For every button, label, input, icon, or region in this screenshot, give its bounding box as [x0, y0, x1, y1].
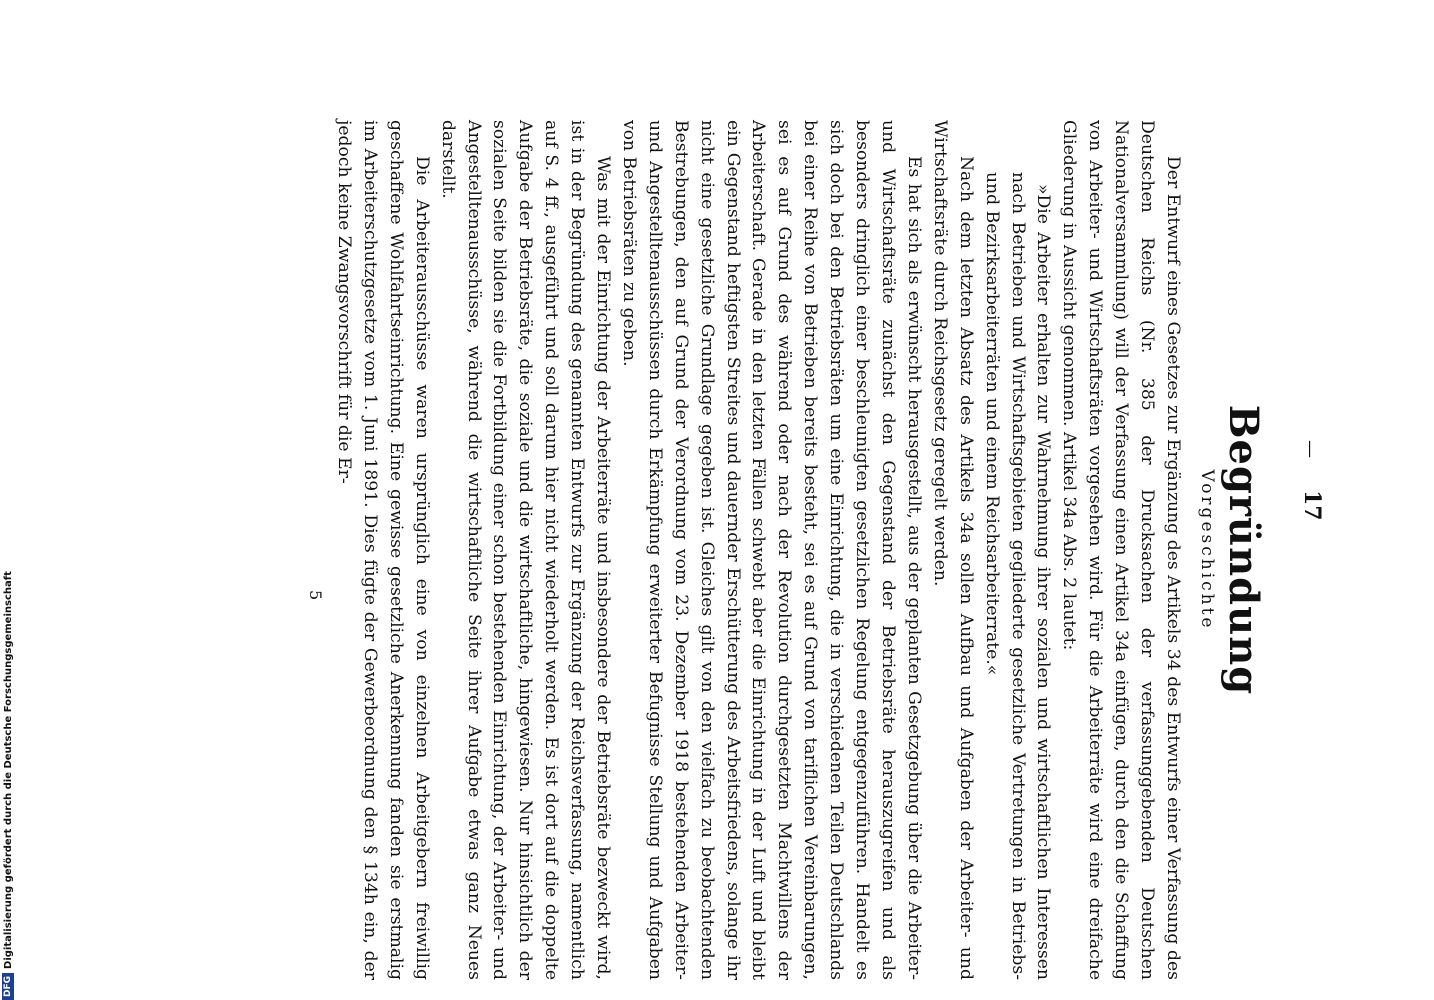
paragraph: Nach dem letzten Absatz des Artikels 34a sollen Aufbau und Aufgaben der Arbeiter- und Wirtschaftsräte durch Reichsgesetz geregelt werden. — [929, 120, 976, 980]
dfg-margin-note — [0, 571, 16, 1000]
dfg-credit-text: Digitalisierung gefördert durch die Deutsche Forschungsgemeinschaft — [2, 571, 14, 969]
header-dash: — — [1300, 440, 1321, 458]
signature-mark: 5 — [306, 590, 325, 601]
paragraph: Es hat sich als erwünscht herausgestellt, aus der geplanten Gesetzgebung über die Arbeiter- und Wirtschaftsräte zunächst den Gegenstand der Betriebsräte herauszugreifen und als besonders dringlich einer beschleunigten gesetzlichen Regelung entgegenzuführen. Handelt es sich doch bei den Betriebsräten um eine Einrichtung, die in verschiedenen Teilen Deutschlands bei einer Reihe von Betrieben bereits besteht, sei es auf Grund von tariflichen Vereinbarungen, sei es auf Grund des während oder nach der Revolution durchgesetzten Machtwillens der Arbeiterschaft. Gerade in den letzten Fällen schwebt aber die Einrichtung in der Luft und bleibt ein Gegenstand heftigsten Streites und dauernder Erschütterung des Arbeitsfriedens, solange ihr nicht eine gesetzliche Grundlage gegeben ist. Gleiches gilt von den vielfach zu beobachtenden Bestrebungen, den auf Grund der Verordnung vom 23. Dezember 1918 bestehenden Arbeiter- und Angestelltenausschüssen durch Erkämpfung erweiterter Befugnisse Stellung und Aufgaben von Betriebsräten zu geben. — [618, 120, 924, 980]
section-subtitle: Vorgeschichte — [1197, 469, 1217, 631]
paragraph: Was mit der Einrichtung der Arbeiterräte und insbesondere der Betriebsräte bezweckt wird, ist in der Begründung des genannten Entwurfs zur Ergänzung der Reichsverfassung, namentlich auf S. 4 ff., ausgeführt und soll darum hier nicht wiederholt werden. Es ist dort auf die doppelte Aufgabe der Betriebsräte, die soziale und die wirtschaftliche, hingewiesen. Nur hinsichtlich der sozialen Seite bilden sie die Fortbildung einer schon bestehenden Einrichtung, der Arbeiter- und Angestelltenausschüsse, während die wirtschaftliche Seite ihrer Aufgabe etwas ganz Neues darstellt. — [437, 120, 614, 980]
paragraph: Die Arbeiterausschüsse waren ursprünglich eine von einzelnen Arbeitgebern freiwillig geschaffene Wohlfahrtseinrichtung. Eine gewisse gesetzliche Anerkennung fanden sie erstmalig im Arbeiterschutzgesetze vom 1. Juni 1891. Dies fügte der Gewerbeordnung den § 134h ein, der jedoch keine Zwangsvorschrift für die Er- — [334, 120, 432, 980]
quoted-article: »Die Arbeiter erhalten zur Wahrnehmung ihrer sozialen und wirtschaftlichen Interessen nach Betrieben und Wirtschaftsgebieten gegliederte gesetzliche Vertretungen in Betriebs- und Bezirksarbeiterräten und einem Reichsarbeiterrate.« — [981, 172, 1054, 980]
scanned-page — [265, 120, 1325, 980]
page-title: Begründung — [1220, 404, 1267, 696]
page-number: 17 — [1299, 490, 1325, 521]
body-text — [330, 120, 1185, 980]
paragraph: Der Entwurf eines Gesetzes zur Ergänzung des Artikels 34 des Entwurfs einer Verfassung des Deutschen Reichs (Nr. 385 der Drucksachen der verfassunggebenden Deutschen Nationalversammlung) will der Verfassung einen Artikel 34a einfügen, durch den die Schaffung von Arbeiter- und Wirtschaftsräten vorgesehen wird. Für die Arbeiterräte wird eine dreifache Gliederung in Aussicht genommen. Artikel 34a Abs. 2 lautet: — [1059, 120, 1183, 980]
dfg-logo: DFG — [2, 973, 14, 1000]
